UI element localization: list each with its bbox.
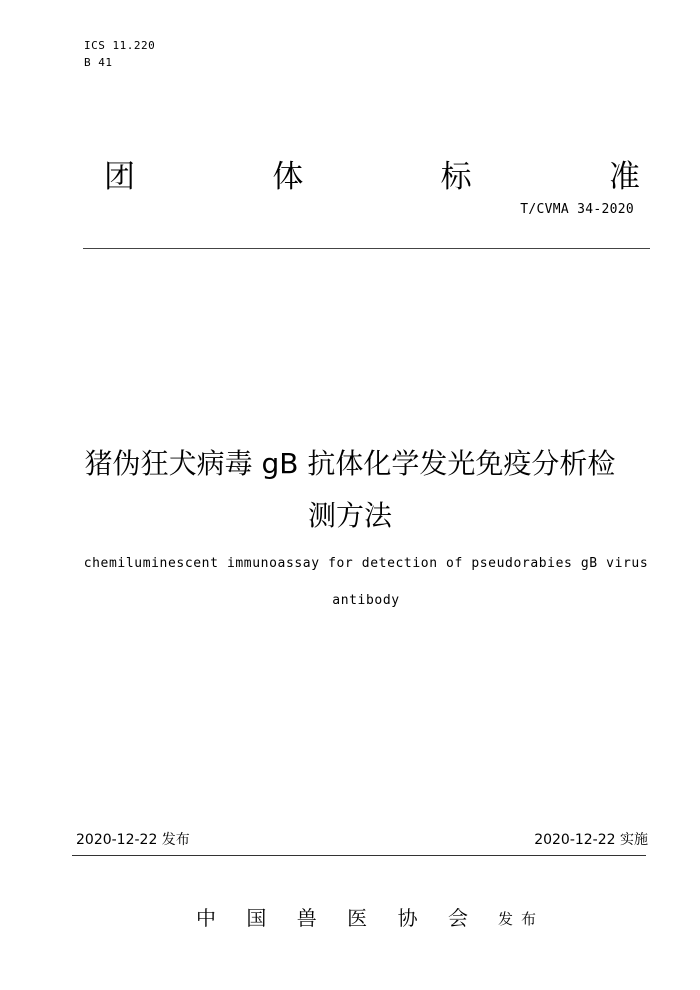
publisher-char: 兽 [296, 906, 317, 930]
classification-codes [84, 37, 155, 71]
standard-type-char: 团 [104, 159, 135, 195]
title-en-line2: antibody [332, 593, 400, 608]
issue-date: 2020-12-22 发布 [76, 832, 190, 848]
standard-type-heading [104, 157, 640, 197]
title-cn-line1: 猪伪狂犬病毒 gB 抗体化学发光免疫分析检 [84, 447, 616, 480]
header-divider [83, 248, 650, 249]
publisher-char: 国 [246, 906, 267, 930]
publisher-name [196, 904, 468, 932]
implementation-date: 2020-12-22 实施 [534, 832, 648, 848]
ccs-code: B 41 [84, 56, 113, 69]
publisher-char: 医 [347, 906, 368, 930]
standard-type-char: 体 [272, 159, 304, 195]
standard-number: T/CVMA 34-2020 [520, 202, 634, 217]
publisher-char: 协 [397, 906, 418, 930]
standard-type-char: 标 [440, 159, 472, 195]
publisher-char: 会 [447, 906, 468, 930]
publisher-char: 中 [196, 906, 216, 930]
title-en-line1: chemiluminescent immunoassay for detection of pseudorabies gB virus [83, 556, 649, 571]
standard-type-char: 准 [608, 159, 640, 195]
ics-code: ICS 11.220 [84, 39, 156, 52]
footer-divider [72, 855, 646, 856]
publish-label: 发布 [498, 910, 545, 928]
title-cn-line2: 测方法 [307, 499, 392, 532]
